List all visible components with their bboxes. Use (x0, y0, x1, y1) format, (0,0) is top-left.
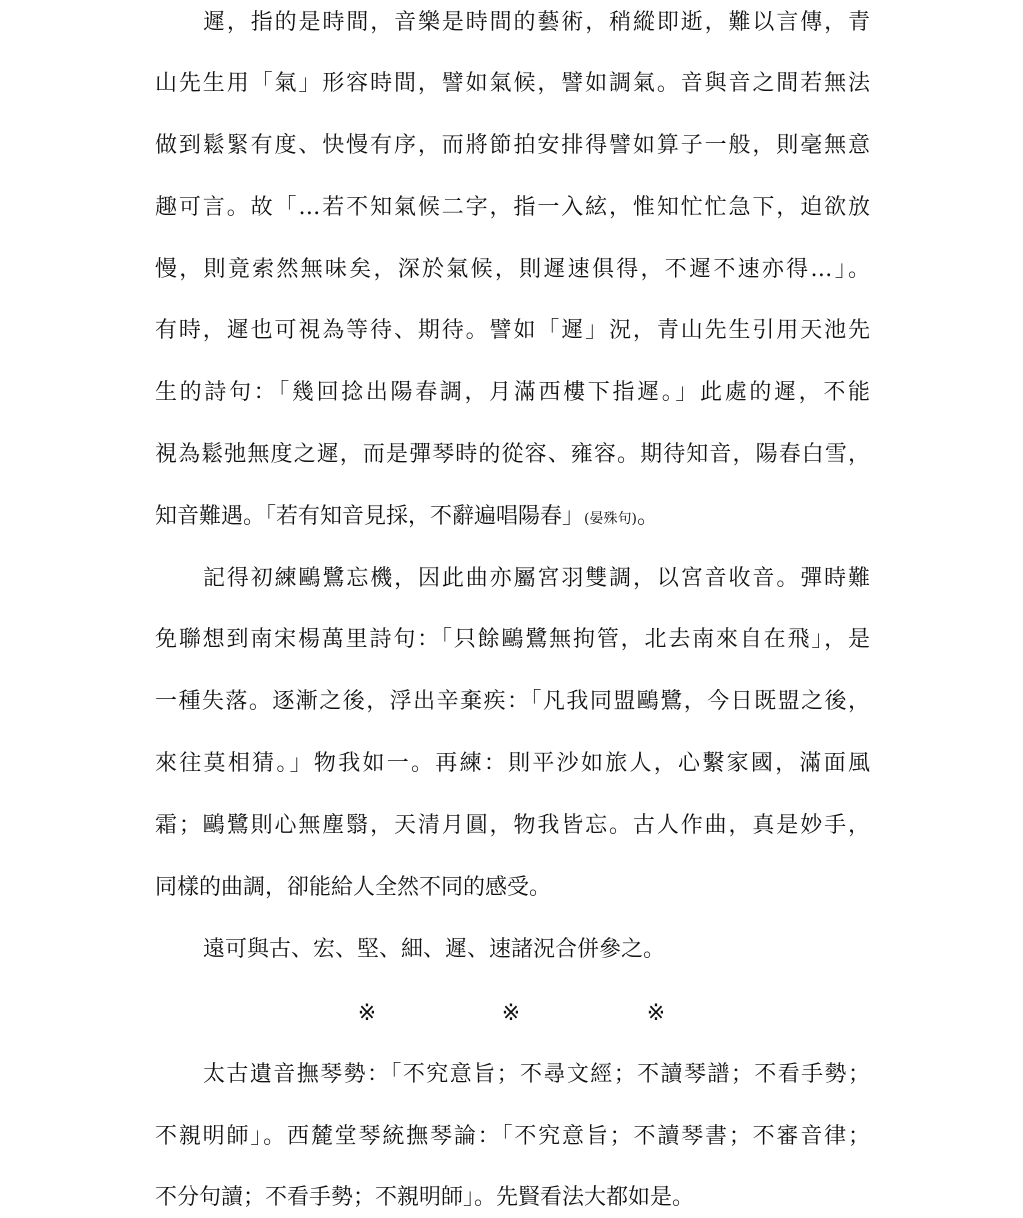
citation-note: (晏殊句) (584, 511, 637, 527)
text-line: 霜；鷗鷺則心無塵翳，天清月圓，物我皆忘。古人作曲，真是妙手， (155, 813, 870, 838)
text-line: 生的詩句：「幾回捻出陽春調，月滿西樓下指遲。」此處的遲，不能 (155, 380, 870, 405)
text-line: 遠可與古、宏、堅、細、遲、速諸況合併參之。 (203, 937, 666, 962)
text-line: 記得初練鷗鷺忘機，因此曲亦屬宮羽雙調，以宮音收音。彈時難 (203, 566, 870, 591)
text-line: 視為鬆弛無度之遲，而是彈琴時的從容、雍容。期待知音，陽春白雪， (155, 442, 870, 467)
text-end: 。 (636, 504, 659, 529)
text-line: 同樣的曲調，卻能給人全然不同的感受。 (155, 875, 552, 900)
text-line: 慢，則竟索然無味矣，深於氣候，則遲速俱得，不遲不速亦得…」。 (155, 257, 870, 282)
separator-mark: ※ (646, 1001, 666, 1026)
text-line: 一種失落。逐漸之後，浮出辛棄疾：「凡我同盟鷗鷺，今日既盟之後， (155, 689, 870, 714)
text-line: 有時，遲也可視為等待、期待。譬如「遲」況，青山先生引用天池先 (155, 318, 870, 343)
text-line: 免聯想到南宋楊萬里詩句：「只餘鷗鷺無拘管，北去南來自在飛」，是 (155, 627, 870, 652)
text-line: 遲，指的是時間，音樂是時間的藝術，稍縱即逝，難以言傳，青 (203, 10, 870, 35)
section-separator (0, 994, 1023, 1034)
separator-mark: ※ (501, 1001, 521, 1026)
text-line: 山先生用「氣」形容時間，譬如氣候，譬如調氣。音與音之間若無法 (155, 71, 870, 96)
text-main: 知音難遇。「若有知音見採，不辭遍唱陽春」 (155, 504, 585, 529)
text-line: 不分句讀；不看手勢；不親明師」。先賢看法大都如是。 (155, 1185, 695, 1210)
text-line: 來往莫相猜。」物我如一。再練：則平沙如旅人，心繫家國，滿面風 (155, 751, 870, 776)
text-line: 太古遺音撫琴勢：「不究意旨；不尋文經；不讀琴譜；不看手勢； (203, 1062, 870, 1087)
text-line: 趣可言。故「…若不知氣候二字，指一入絃，惟知忙忙急下，迫欲放 (155, 195, 870, 220)
separator-mark: ※ (357, 1001, 377, 1026)
text-line: 不親明師」。西麓堂琴統撫琴論：「不究意旨；不讀琴書；不審音律； (155, 1124, 870, 1149)
text-line: 做到鬆緊有度、快慢有序，而將節拍安排得譬如算子一般，則毫無意 (155, 133, 870, 158)
text-line (155, 497, 870, 537)
